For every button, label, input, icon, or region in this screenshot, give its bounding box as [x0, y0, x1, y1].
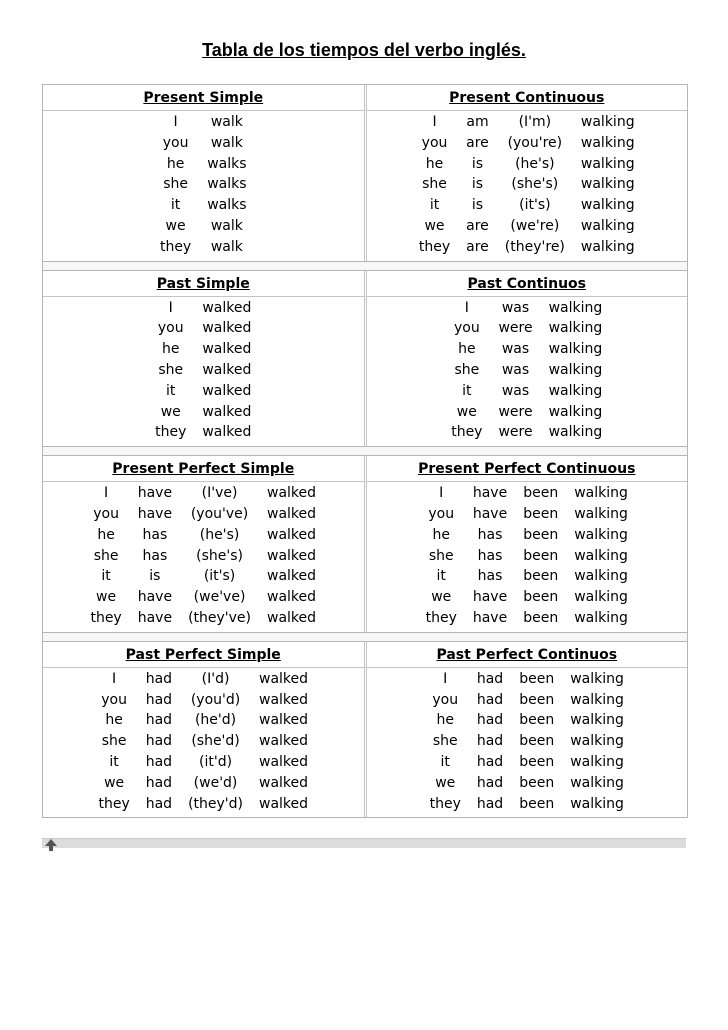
- conjugation-row: [418, 546, 636, 567]
- conjugation-row: [152, 112, 255, 133]
- conjugation-word: had: [145, 795, 173, 812]
- conjugation-word: walking: [574, 589, 628, 606]
- conjugation-word: walked: [259, 670, 309, 687]
- conjugation-word: we: [165, 217, 186, 234]
- conjugation-word: been: [523, 485, 559, 502]
- conjugation-word: (they'd): [188, 795, 243, 812]
- conjugation-word: walked: [267, 609, 317, 626]
- conjugation-row: [443, 360, 610, 381]
- conjugation-row: [147, 381, 259, 402]
- conjugation-word: (she'd): [191, 733, 240, 750]
- tense-heading: Past Perfect Continuos: [436, 646, 618, 663]
- conjugation-word: (she's): [511, 176, 559, 193]
- conjugation-cell: [43, 111, 364, 261]
- conjugation-row: [90, 669, 316, 690]
- conjugation-word: had: [145, 712, 173, 729]
- conjugation-word: been: [519, 733, 555, 750]
- conjugation-word: you: [162, 134, 189, 151]
- tense-heading: Past Simple: [156, 275, 250, 292]
- conjugation-word: are: [466, 217, 489, 234]
- tense-table: [42, 84, 688, 818]
- conjugation-word: walking: [574, 568, 628, 585]
- conjugation-word: you: [453, 320, 480, 337]
- tense-heading-cell: [43, 642, 364, 668]
- conjugation-word: walking: [574, 505, 628, 522]
- conjugation-row: [90, 710, 316, 731]
- conjugation-word: walked: [202, 382, 252, 399]
- conjugation-word: we: [424, 217, 445, 234]
- conjugation-word: he: [436, 712, 454, 729]
- conjugation-cell: [364, 482, 688, 632]
- conjugation-row: [443, 298, 610, 319]
- conjugation-word: walking: [570, 733, 624, 750]
- conjugation-word: she: [158, 361, 184, 378]
- conjugation-word: walked: [259, 774, 309, 791]
- conjugation-word: they: [159, 238, 192, 255]
- conjugation-word: walking: [548, 361, 603, 378]
- conjugation-row: [147, 318, 259, 339]
- conjugation-word: had: [476, 733, 504, 750]
- conjugation-table: [152, 112, 255, 258]
- conjugation-word: had: [145, 733, 173, 750]
- conjugation-word: you: [157, 320, 184, 337]
- conjugation-word: walked: [202, 361, 252, 378]
- conjugation-table: [90, 669, 316, 815]
- conjugation-word: been: [519, 712, 555, 729]
- conjugation-word: have: [472, 505, 508, 522]
- conjugation-row: [418, 483, 636, 504]
- conjugation-word: it: [170, 197, 181, 214]
- conjugation-word: walking: [570, 712, 624, 729]
- conjugation-word: he: [105, 712, 123, 729]
- conjugation-word: they: [98, 795, 130, 812]
- conjugation-row: [411, 174, 643, 195]
- up-arrow-icon[interactable]: [44, 838, 58, 852]
- conjugation-word: walking: [580, 238, 635, 255]
- conjugation-cell: [43, 297, 364, 447]
- tense-heading: Present Perfect Simple: [112, 461, 295, 478]
- tense-heading-cell: [364, 456, 688, 482]
- tense-heading: Past Continuos: [467, 275, 586, 292]
- conjugation-word: they: [418, 238, 451, 255]
- conjugation-word: (you've): [190, 505, 249, 522]
- conjugation-word: walked: [267, 547, 317, 564]
- conjugation-word: I: [112, 670, 117, 687]
- conjugation-row: [82, 587, 324, 608]
- conjugation-word: it: [429, 197, 440, 214]
- conjugation-word: he: [458, 341, 476, 358]
- conjugation-word: walked: [259, 795, 309, 812]
- conjugation-word: is: [471, 176, 484, 193]
- conjugation-word: walking: [580, 217, 635, 234]
- conjugation-word: been: [519, 795, 555, 812]
- conjugation-word: she: [432, 733, 458, 750]
- conjugation-word: (I've): [201, 485, 238, 502]
- conjugation-row: [411, 112, 643, 133]
- conjugation-row: [82, 483, 324, 504]
- conjugation-word: been: [519, 774, 555, 791]
- conjugation-word: has: [477, 568, 503, 585]
- conjugation-word: walking: [548, 341, 603, 358]
- conjugation-word: (they've): [188, 609, 252, 626]
- conjugation-word: walk: [210, 238, 243, 255]
- conjugation-word: you: [428, 505, 455, 522]
- conjugation-word: (it's): [519, 197, 551, 214]
- conjugation-word: walking: [570, 774, 624, 791]
- conjugation-word: she: [428, 547, 454, 564]
- conjugation-word: been: [523, 609, 559, 626]
- conjugation-word: (we're): [510, 217, 560, 234]
- conjugation-word: was: [501, 382, 530, 399]
- conjugation-word: had: [145, 774, 173, 791]
- conjugation-row: [90, 752, 316, 773]
- conjugation-row: [147, 360, 259, 381]
- conjugation-row: [82, 504, 324, 525]
- page-title: Tabla de los tiempos del verbo inglés.: [202, 40, 526, 60]
- conjugation-row: [90, 794, 316, 815]
- conjugation-word: had: [476, 670, 504, 687]
- conjugation-word: it: [440, 753, 450, 770]
- conjugation-word: he: [425, 155, 444, 172]
- conjugation-row: [82, 566, 324, 587]
- conjugation-word: walk: [210, 217, 243, 234]
- conjugation-word: (you'd): [190, 691, 241, 708]
- tense-heading-cell: [43, 271, 364, 297]
- conjugation-word: walk: [210, 114, 243, 130]
- conjugation-word: he: [166, 155, 185, 172]
- conjugation-row: [152, 237, 255, 258]
- conjugation-word: had: [145, 691, 173, 708]
- conjugation-row: [422, 710, 632, 731]
- conjugation-word: I: [104, 485, 109, 502]
- conjugation-row: [90, 731, 316, 752]
- conjugation-row: [443, 422, 610, 443]
- conjugation-row: [152, 216, 255, 237]
- tense-heading-cell: [364, 642, 688, 668]
- conjugation-word: is: [471, 197, 484, 214]
- conjugation-word: I: [464, 299, 469, 316]
- conjugation-word: have: [472, 589, 508, 606]
- conjugation-word: has: [142, 526, 168, 543]
- conjugation-word: walking: [570, 691, 624, 708]
- conjugation-word: been: [523, 589, 559, 606]
- conjugation-word: we: [431, 589, 452, 606]
- conjugation-row: [422, 669, 632, 690]
- conjugation-word: they: [425, 609, 457, 626]
- conjugation-word: walking: [548, 424, 603, 441]
- section-divider: [43, 633, 687, 642]
- conjugation-row: [82, 608, 324, 629]
- conjugation-row: [147, 339, 259, 360]
- conjugation-cell: [364, 668, 688, 818]
- conjugation-row: [90, 690, 316, 711]
- conjugation-word: have: [137, 589, 173, 606]
- conjugation-word: (they're): [504, 238, 565, 255]
- conjugation-word: had: [476, 691, 504, 708]
- tense-heading-cell: [364, 271, 688, 297]
- conjugation-word: they: [90, 609, 122, 626]
- conjugation-table: [422, 669, 632, 815]
- conjugation-word: is: [149, 568, 161, 585]
- conjugation-row: [90, 773, 316, 794]
- conjugation-word: we: [456, 403, 477, 420]
- conjugation-word: been: [523, 568, 559, 585]
- conjugation-word: had: [145, 670, 173, 687]
- conjugation-row: [152, 195, 255, 216]
- conjugation-row: [443, 339, 610, 360]
- conjugation-word: walking: [574, 609, 628, 626]
- conjugation-table: [147, 298, 259, 444]
- conjugation-word: (it'd): [199, 753, 233, 770]
- conjugation-word: walked: [267, 526, 317, 543]
- conjugation-row: [152, 154, 255, 175]
- conjugation-word: I: [173, 114, 178, 130]
- tense-heading-cell: [43, 85, 364, 111]
- conjugation-word: has: [142, 547, 168, 564]
- conjugation-word: (she's): [196, 547, 243, 564]
- conjugation-row: [422, 752, 632, 773]
- conjugation-word: have: [137, 485, 173, 502]
- conjugation-word: were: [498, 424, 533, 441]
- conjugation-word: (we've): [193, 589, 246, 606]
- conjugation-row: [411, 237, 643, 258]
- conjugation-word: (you're): [507, 134, 563, 151]
- conjugation-table: [82, 483, 324, 629]
- conjugation-word: walked: [259, 691, 309, 708]
- conjugation-row: [418, 608, 636, 629]
- conjugation-word: it: [462, 382, 472, 399]
- conjugation-row: [152, 174, 255, 195]
- conjugation-word: had: [476, 712, 504, 729]
- tense-heading-cell: [364, 85, 688, 111]
- conjugation-row: [443, 402, 610, 423]
- conjugation-word: are: [466, 238, 489, 255]
- conjugation-row: [422, 731, 632, 752]
- conjugation-word: walking: [548, 382, 603, 399]
- tense-heading: Present Simple: [143, 90, 264, 106]
- conjugation-row: [411, 216, 643, 237]
- conjugation-word: walk: [210, 134, 243, 151]
- conjugation-row: [411, 133, 643, 154]
- conjugation-word: walking: [574, 547, 628, 564]
- tense-heading: Past Perfect Simple: [125, 646, 281, 663]
- conjugation-word: it: [101, 568, 111, 585]
- section-divider: [43, 262, 687, 271]
- conjugation-row: [418, 525, 636, 546]
- conjugation-word: walking: [580, 134, 635, 151]
- conjugation-word: been: [523, 505, 559, 522]
- conjugation-row: [411, 195, 643, 216]
- conjugation-word: have: [472, 609, 508, 626]
- conjugation-word: you: [93, 505, 119, 522]
- conjugation-word: you: [101, 691, 127, 708]
- conjugation-table: [411, 112, 643, 258]
- conjugation-word: walking: [580, 114, 635, 130]
- conjugation-word: he: [97, 526, 115, 543]
- conjugation-word: walking: [548, 299, 603, 316]
- conjugation-word: it: [109, 753, 119, 770]
- conjugation-word: have: [472, 485, 508, 502]
- conjugation-word: we: [104, 774, 125, 791]
- tense-section: [43, 642, 687, 819]
- conjugation-word: had: [476, 774, 504, 791]
- conjugation-row: [82, 525, 324, 546]
- conjugation-word: they: [451, 424, 483, 441]
- tense-section: [43, 456, 687, 633]
- conjugation-word: walking: [548, 403, 603, 420]
- conjugation-table: [443, 298, 610, 444]
- conjugation-word: it: [436, 568, 446, 585]
- conjugation-row: [418, 504, 636, 525]
- conjugation-word: (he'd): [194, 712, 237, 729]
- conjugation-word: walking: [548, 320, 603, 337]
- conjugation-word: (it's): [203, 568, 236, 585]
- conjugation-word: she: [454, 361, 480, 378]
- conjugation-row: [443, 381, 610, 402]
- conjugation-word: have: [137, 505, 173, 522]
- conjugation-word: I: [432, 114, 437, 130]
- conjugation-word: (we'd): [193, 774, 238, 791]
- conjugation-word: walked: [259, 753, 309, 770]
- conjugation-word: walked: [259, 712, 309, 729]
- conjugation-cell: [364, 297, 688, 447]
- tense-section: [43, 271, 687, 448]
- conjugation-word: walked: [267, 568, 317, 585]
- conjugation-word: walked: [267, 485, 317, 502]
- conjugation-word: been: [519, 691, 555, 708]
- conjugation-word: it: [166, 382, 176, 399]
- conjugation-word: (I'm): [518, 114, 552, 130]
- conjugation-word: been: [523, 547, 559, 564]
- conjugation-table: [418, 483, 636, 629]
- conjugation-word: walked: [202, 299, 252, 316]
- conjugation-word: walks: [207, 155, 247, 172]
- conjugation-word: was: [501, 299, 530, 316]
- conjugation-word: they: [155, 424, 187, 441]
- conjugation-word: (he's): [515, 155, 555, 172]
- conjugation-cell: [43, 482, 364, 632]
- conjugation-word: she: [163, 176, 188, 193]
- section-divider: [43, 447, 687, 456]
- conjugation-word: have: [137, 609, 173, 626]
- tense-heading-cell: [43, 456, 364, 482]
- conjugation-row: [422, 773, 632, 794]
- conjugation-word: she: [93, 547, 119, 564]
- conjugation-row: [147, 298, 259, 319]
- conjugation-word: are: [466, 134, 489, 151]
- conjugation-row: [147, 402, 259, 423]
- conjugation-word: am: [466, 114, 489, 130]
- conjugation-row: [422, 690, 632, 711]
- conjugation-word: has: [477, 547, 503, 564]
- conjugation-word: walking: [574, 485, 628, 502]
- conjugation-row: [82, 546, 324, 567]
- conjugation-cell: [43, 668, 364, 818]
- conjugation-word: was: [501, 361, 530, 378]
- conjugation-word: had: [145, 753, 173, 770]
- conjugation-row: [411, 154, 643, 175]
- conjugation-word: was: [501, 341, 530, 358]
- tense-heading: Present Perfect Continuous: [418, 461, 636, 478]
- conjugation-word: had: [476, 753, 504, 770]
- conjugation-word: been: [519, 670, 555, 687]
- conjugation-word: walking: [574, 526, 628, 543]
- conjugation-row: [422, 794, 632, 815]
- conjugation-word: is: [471, 155, 484, 172]
- conjugation-word: we: [96, 589, 117, 606]
- conjugation-word: we: [160, 403, 181, 420]
- conjugation-row: [152, 133, 255, 154]
- conjugation-word: walking: [570, 753, 624, 770]
- conjugation-word: walked: [259, 733, 309, 750]
- conjugation-word: walks: [207, 176, 247, 193]
- conjugation-word: had: [476, 795, 504, 812]
- conjugation-word: walking: [570, 670, 624, 687]
- conjugation-word: he: [161, 341, 180, 358]
- conjugation-row: [418, 587, 636, 608]
- conjugation-word: we: [435, 774, 456, 791]
- conjugation-row: [147, 422, 259, 443]
- page-footer-bar: [42, 838, 686, 848]
- conjugation-word: I: [443, 670, 448, 687]
- conjugation-word: (he's): [199, 526, 240, 543]
- conjugation-word: walking: [580, 176, 635, 193]
- conjugation-word: I: [439, 485, 444, 502]
- tense-heading: Present Continuous: [449, 90, 605, 106]
- conjugation-word: walking: [580, 197, 635, 214]
- conjugation-word: walked: [267, 505, 317, 522]
- conjugation-word: you: [421, 134, 448, 151]
- conjugation-word: has: [477, 526, 503, 543]
- conjugation-word: walks: [207, 197, 247, 214]
- conjugation-row: [443, 318, 610, 339]
- conjugation-word: I: [168, 299, 173, 316]
- conjugation-word: walked: [202, 341, 252, 358]
- conjugation-cell: [364, 111, 688, 261]
- conjugation-row: [418, 566, 636, 587]
- tense-section: [43, 85, 687, 262]
- conjugation-word: (I'd): [201, 670, 230, 687]
- conjugation-word: walked: [202, 403, 252, 420]
- conjugation-word: you: [432, 691, 459, 708]
- conjugation-word: she: [422, 176, 447, 193]
- conjugation-word: walked: [267, 589, 317, 606]
- conjugation-word: walking: [570, 795, 624, 812]
- conjugation-word: were: [498, 403, 533, 420]
- conjugation-word: he: [432, 526, 450, 543]
- conjugation-word: been: [519, 753, 555, 770]
- conjugation-word: been: [523, 526, 559, 543]
- conjugation-word: walked: [202, 424, 252, 441]
- conjugation-word: she: [101, 733, 127, 750]
- conjugation-word: were: [498, 320, 533, 337]
- conjugation-word: walking: [580, 155, 635, 172]
- conjugation-word: walked: [202, 320, 252, 337]
- conjugation-word: they: [429, 795, 461, 812]
